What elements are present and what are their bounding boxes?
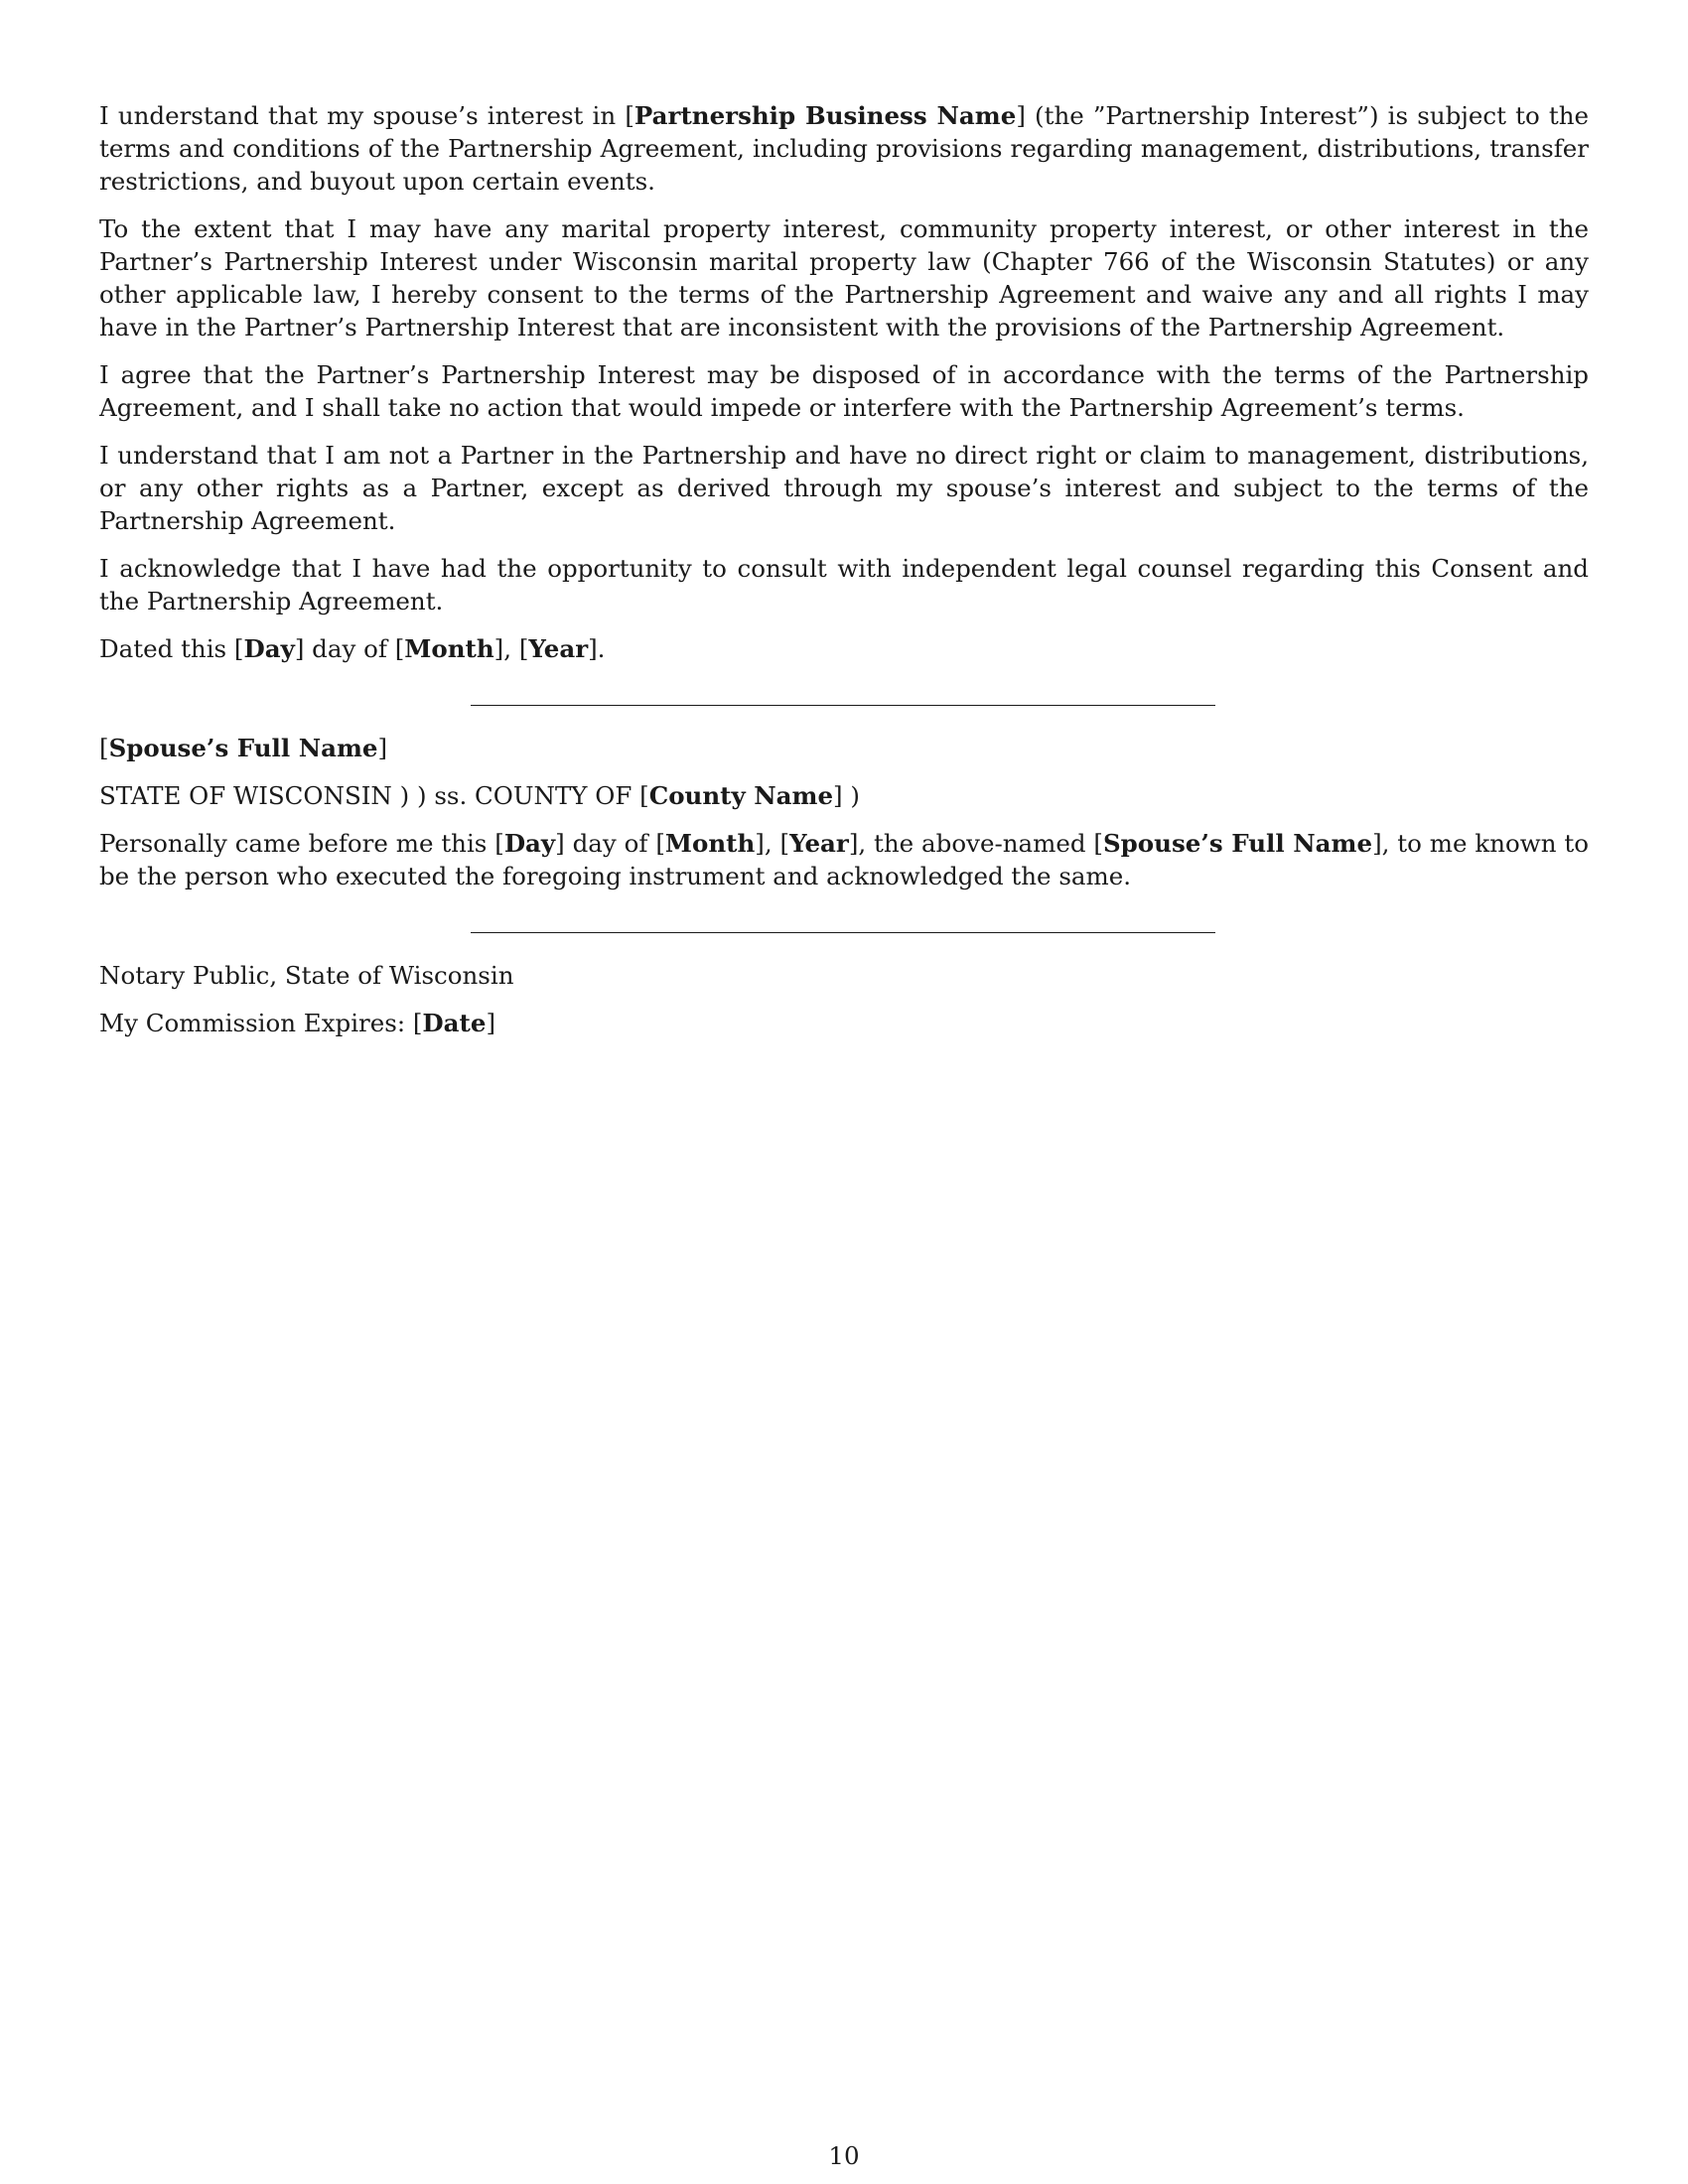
text: day of: [564, 829, 656, 858]
text: .: [597, 634, 606, 663]
bracket: [: [625, 101, 634, 130]
text: ] (the ”Partnership Interest”) is subject to the terms and conditions of the Partnership Agreement, including provisions regarding management, distributions, transfer restrictions, and buyout upon certain events.: [99, 101, 1589, 196]
placeholder-partnership-business-name: Partnership Business Name: [633, 101, 1017, 130]
paragraph-marital-property-consent: To the extent that I may have any marital property interest, community property interest, or other interest in the Partner’s Partnership Interest under Wisconsin marital property law (Chapter 766 of the Wisconsin Statutes) or any other applicable law, I hereby consent to the terms of the Partnership Agreement and waive any and all rights I may have in the Partner’s Partnership Interest that are inconsistent with the provisions of the Partnership Agreement.: [99, 214, 1589, 341]
spouse-signature-line: [471, 705, 1215, 706]
paragraph-not-a-partner: I understand that I am not a Partner in the Partnership and have no direct right or claim to management, distributions, or any other rights as a Partner, except as derived through my spouse’s interest and subject to the terms of the Partnership Agreement.: [99, 441, 1589, 535]
paragraph-legal-counsel: I acknowledge that I have had the opportunity to consult with independent legal counsel regarding this Consent and the Partnership Agreement.: [99, 554, 1589, 615]
page-number: 10: [828, 2141, 860, 2170]
text: Personally came before me this: [99, 829, 495, 858]
placeholder-date: Date: [422, 1009, 487, 1037]
placeholder-day: Day: [243, 634, 295, 663]
placeholder-month: Month: [404, 634, 494, 663]
paragraph-spouse-interest: [99, 99, 1589, 198]
text: , the above-named: [858, 829, 1094, 858]
text: I understand that my spouse’s interest in: [99, 101, 626, 130]
document-page: [99, 99, 1589, 1054]
paragraph-disposition-agreement: I agree that the Partner’s Partnership Interest may be disposed of in accordance with the terms of the Partnership Agreement, and I shall take no action that would impede or interfere with the Partnership Agreement’s terms.: [99, 360, 1589, 422]
text: STATE OF WISCONSIN ) ) ss. COUNTY OF: [99, 781, 640, 810]
text: ,: [503, 634, 519, 663]
placeholder-spouse-full-name: Spouse’s Full Name: [108, 734, 378, 762]
text: Dated this: [99, 634, 234, 663]
notary-signature-line: [471, 932, 1215, 933]
placeholder-year: Year: [528, 634, 589, 663]
venue-line: STATE OF WISCONSIN ) ) ss. COUNTY OF [County Name] ): [99, 781, 860, 810]
paragraph-notary-acknowledgment: Personally came before me this [Day] day of [Month], [Year], the above-named [Spouse’s Full Name], to me known to be the person who executed the foregoing instrument and acknowledged the same.: [99, 829, 1589, 890]
notary-title: Notary Public, State of Wisconsin: [99, 961, 514, 990]
placeholder-spouse-full-name: Spouse’s Full Name: [1102, 829, 1373, 858]
spouse-name-line: [Spouse’s Full Name]: [99, 734, 388, 762]
text: ,: [764, 829, 780, 858]
text: day of: [304, 634, 395, 663]
commission-expires-line: My Commission Expires: [Date]: [99, 1009, 496, 1037]
text: ): [842, 781, 860, 810]
placeholder-year: Year: [789, 829, 849, 858]
placeholder-day: Day: [503, 829, 556, 858]
placeholder-county-name: County Name: [648, 781, 834, 810]
text: My Commission Expires:: [99, 1009, 413, 1037]
dated-line: Dated this [Day] day of [Month], [Year].: [99, 634, 606, 663]
placeholder-month: Month: [664, 829, 756, 858]
text: , to me known to be the person who executed the foregoing instrument and acknowledged the same.: [99, 829, 1589, 890]
